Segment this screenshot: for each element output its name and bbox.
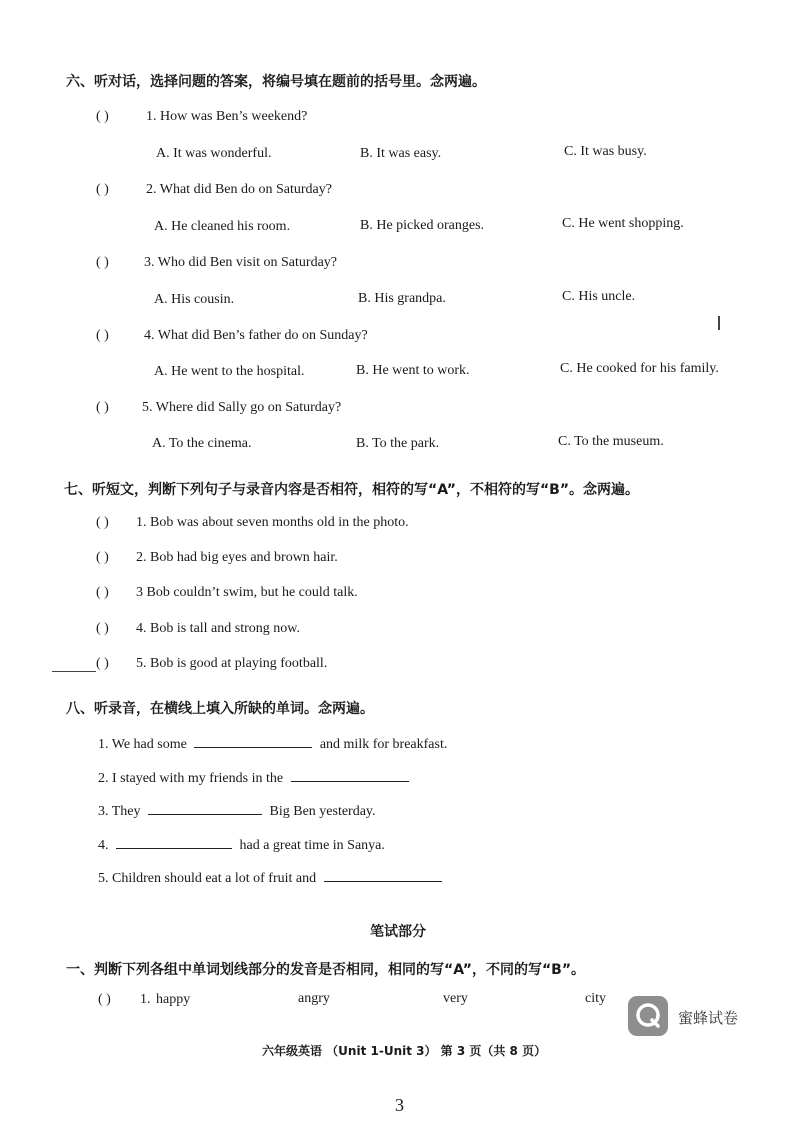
question-text: 1. How was Ben’s weekend? <box>146 109 308 124</box>
fill-blank[interactable] <box>324 867 442 882</box>
scan-line <box>52 671 96 672</box>
question-text: 4. What did Ben’s father do on Sunday? <box>144 328 368 343</box>
fill-suffix: and milk for breakfast. <box>319 737 448 752</box>
fill-prefix: 4. <box>98 838 109 853</box>
option-a: A. His cousin. <box>154 292 235 307</box>
option-a: A. It was wonderful. <box>156 146 272 161</box>
answer-paren[interactable]: ( ) <box>96 550 109 565</box>
section7-heading: 七、听短文，判断下列句子与录音内容是否相符，相符的写“A”，不相符的写“B”。念两遍。 <box>64 482 640 498</box>
fill-prefix: 2. I stayed with my friends in the <box>98 771 284 786</box>
question-text: 3. Who did Ben visit on Saturday? <box>144 255 337 270</box>
statement-text: 4. Bob is tall and strong now. <box>136 621 300 636</box>
option-a: A. He went to the hospital. <box>154 364 305 379</box>
fill-blank[interactable] <box>291 767 409 782</box>
option-a: A. To the cinema. <box>152 436 252 451</box>
question-text: 5. Where did Sally go on Saturday? <box>142 400 342 415</box>
word-2: angry <box>298 991 330 1006</box>
watermark-logo <box>628 996 668 1036</box>
option-b: B. It was easy. <box>360 146 442 161</box>
answer-paren[interactable]: ( ) <box>96 328 109 343</box>
word-4: city <box>585 991 606 1006</box>
fill-blank[interactable] <box>148 800 262 815</box>
word-1: happy <box>156 992 191 1007</box>
answer-paren[interactable]: ( ) <box>96 656 109 671</box>
fill-item-3 <box>98 800 376 820</box>
answer-paren[interactable]: ( ) <box>96 621 109 636</box>
statement-text: 3 Bob couldn’t swim, but he could talk. <box>136 585 358 600</box>
answer-paren[interactable]: ( ) <box>96 255 109 270</box>
answer-paren[interactable]: ( ) <box>96 400 109 415</box>
page-footer: 六年级英语 （Unit 1-Unit 3） 第 3 页（共 8 页） <box>262 1044 547 1058</box>
option-b: B. He picked oranges. <box>360 218 485 233</box>
scan-mark <box>718 316 720 330</box>
fill-prefix: 1. We had some <box>98 737 187 752</box>
fill-prefix: 3. They <box>98 804 141 819</box>
question-text: 2. What did Ben do on Saturday? <box>146 182 332 197</box>
fill-item-2 <box>98 767 413 787</box>
section8-heading: 八、听录音，在横线上填入所缺的单词。念两遍。 <box>66 701 374 717</box>
fill-prefix: 5. Children should eat a lot of fruit and <box>98 871 317 886</box>
answer-paren[interactable]: ( ) <box>96 182 109 197</box>
section6-heading: 六、听对话，选择问题的答案，将编号填在题前的括号里。念两遍。 <box>66 74 486 90</box>
statement-text: 2. Bob had big eyes and brown hair. <box>136 550 338 565</box>
written-part-title: 笔试部分 <box>370 924 426 940</box>
fill-suffix: had a great time in Sanya. <box>239 838 385 853</box>
page-number: 3 <box>395 1095 404 1115</box>
answer-paren[interactable]: ( ) <box>96 109 109 124</box>
answer-paren[interactable]: ( ) <box>96 515 109 530</box>
option-b: B. To the park. <box>356 436 440 451</box>
option-c: C. His uncle. <box>562 289 636 304</box>
watermark-label: 蜜蜂试卷 <box>678 1009 739 1027</box>
fill-blank[interactable] <box>116 834 232 849</box>
word-3: very <box>443 991 468 1006</box>
answer-paren[interactable]: ( ) <box>98 992 111 1007</box>
statement-text: 5. Bob is good at playing football. <box>136 656 328 671</box>
answer-paren[interactable]: ( ) <box>96 585 109 600</box>
fill-item-1 <box>98 733 447 753</box>
option-c: C. He cooked for his family. <box>560 361 719 376</box>
statement-text: 1. Bob was about seven months old in the photo. <box>136 515 409 530</box>
option-c: C. It was busy. <box>564 144 647 159</box>
option-a: A. He cleaned his room. <box>154 219 291 234</box>
option-c: C. He went shopping. <box>562 216 684 231</box>
fill-item-5 <box>98 867 446 887</box>
fill-suffix: Big Ben yesterday. <box>269 804 376 819</box>
bee-logo-icon <box>628 996 668 1036</box>
written-section1-heading: 一、判断下列各组中单词划线部分的发音是否相同，相同的写“A”，不同的写“B”。 <box>66 962 586 978</box>
option-b: B. His grandpa. <box>358 291 446 306</box>
fill-item-4 <box>98 834 385 854</box>
fill-blank[interactable] <box>194 733 312 748</box>
option-c: C. To the museum. <box>558 434 664 449</box>
option-b: B. He went to work. <box>356 363 470 378</box>
row-number: 1. <box>140 992 151 1007</box>
